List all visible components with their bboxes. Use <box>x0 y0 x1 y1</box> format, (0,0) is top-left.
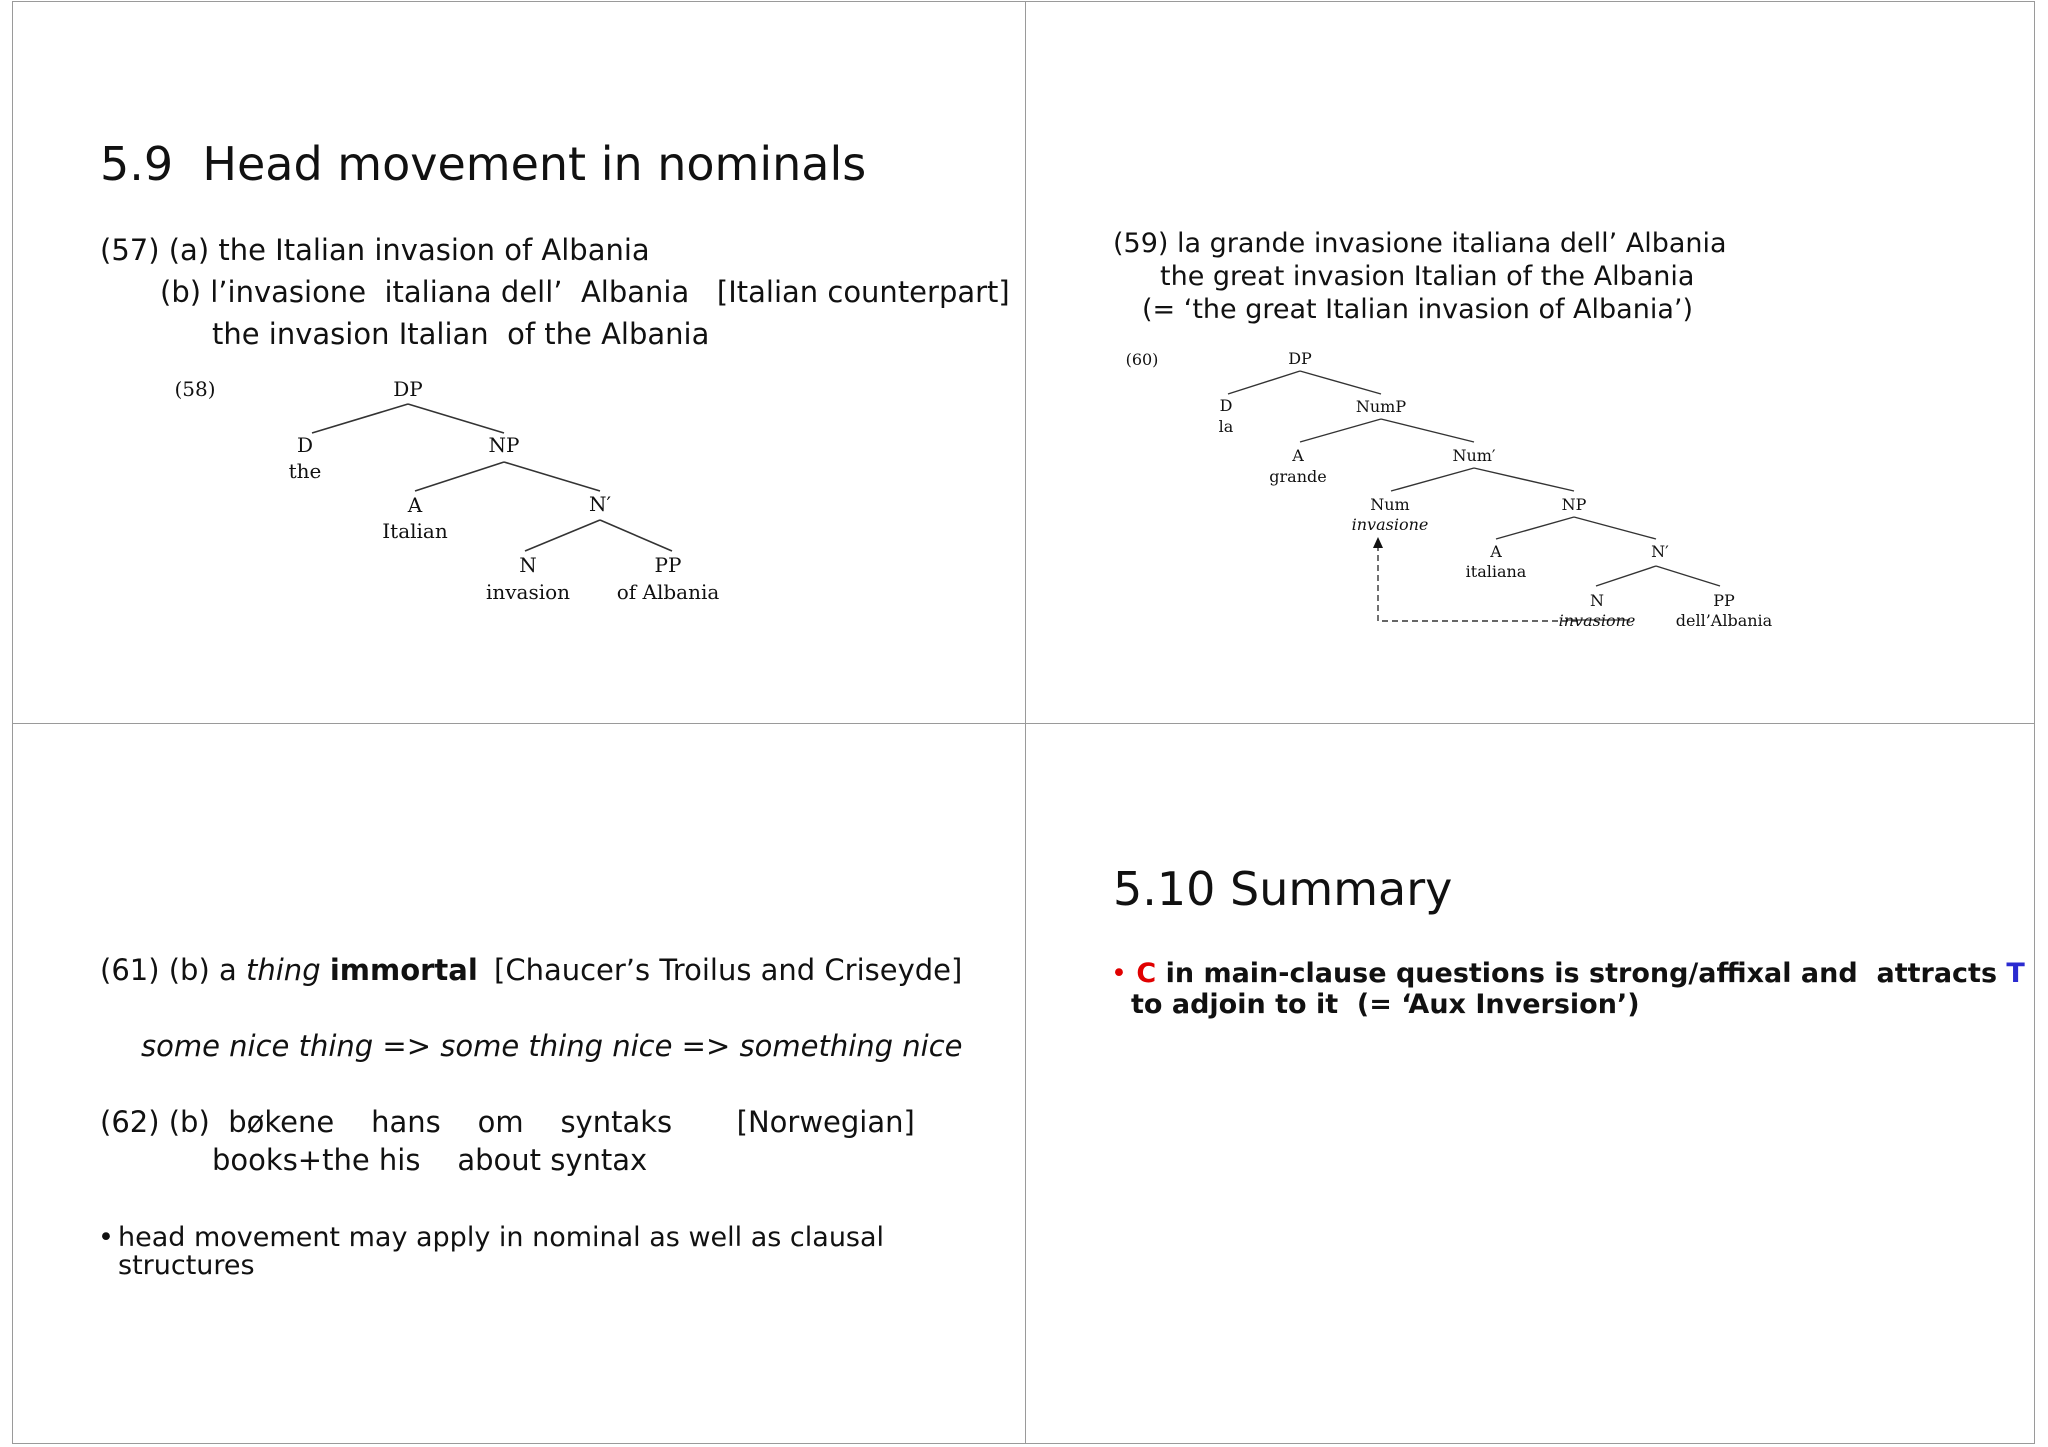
bullet-line-1: head movement may apply in nominal as well as clausal <box>118 1222 885 1253</box>
leaf-grande: grande <box>1269 467 1327 486</box>
example-62: (62) (b) bøkene hans om syntaks [Norwegian] <box>100 1105 915 1139</box>
derivation-step-2: some thing nice <box>440 1029 673 1063</box>
leaf-dell-albania: dell’Albania <box>1675 611 1773 630</box>
leaf-of-albania: of Albania <box>616 580 720 604</box>
leaf-invasion: invasion <box>485 580 571 604</box>
node-np-2: NP <box>1561 495 1587 514</box>
node-n-2: N <box>1590 591 1604 610</box>
leaf-italiana: italiana <box>1465 562 1527 581</box>
summary-bullet: • <box>1111 958 1127 989</box>
leaf-la: la <box>1218 417 1234 436</box>
example-62-gloss: books+the his about syntax <box>212 1143 648 1177</box>
summary-title: 5.10 Summary <box>1113 862 1453 916</box>
summary-line-2: to adjoin to it (= ‘Aux Inversion’) <box>1131 989 1640 1020</box>
summary-t: T <box>2006 958 2025 989</box>
node-n: N <box>519 553 537 577</box>
example-57-gloss: the invasion Italian of the Albania <box>212 317 710 351</box>
tree-58 <box>160 360 920 980</box>
example-61-immortal: immortal <box>329 953 478 987</box>
node-num: Num <box>1370 495 1410 514</box>
derivation-step-3: something nice <box>739 1029 963 1063</box>
example-59: (59) la grande invasione italiana dell’ Albania <box>1113 228 1727 259</box>
example-61 <box>100 953 478 987</box>
leaf-the: the <box>288 459 322 483</box>
node-dp: DP <box>393 377 423 401</box>
example-61-source: [Chaucer’s Troilus and Criseyde] <box>494 953 963 987</box>
node-nbar-2: N′ <box>1651 542 1669 561</box>
bullet-marker: • <box>98 1222 114 1253</box>
tree-60-number: (60) <box>1125 350 1159 369</box>
node-dp-2: DP <box>1288 349 1312 368</box>
derivation-step-1: some nice thing <box>141 1029 374 1063</box>
slide-title: 5.9 Head movement in nominals <box>100 137 867 191</box>
node-numbar: Num′ <box>1452 446 1496 465</box>
tree-60 <box>1100 340 1800 640</box>
example-57b: (b) l’invasione italiana dell’ Albania [Italian counterpart] <box>160 275 1010 309</box>
node-a-3: A <box>1490 542 1502 561</box>
node-pp: PP <box>654 553 682 577</box>
leaf-italian: Italian <box>382 519 448 543</box>
leaf-invasione: invasione <box>1351 515 1429 534</box>
node-nbar: N′ <box>588 492 612 516</box>
derivation-arrow-2: => <box>681 1029 731 1063</box>
bullet-line-2: structures <box>118 1250 255 1281</box>
node-a-2: A <box>1292 446 1304 465</box>
example-61-thing: thing <box>246 953 321 987</box>
node-nump: NumP <box>1355 397 1407 416</box>
node-d: D <box>296 433 314 457</box>
example-57a: (57) (a) the Italian invasion of Albania <box>100 233 650 267</box>
node-d-2: D <box>1219 396 1233 415</box>
derivation-line <box>141 1029 963 1063</box>
leaf-invasione-trace: invasione <box>1558 611 1636 630</box>
example-59-translation: (= ‘the great Italian invasion of Albania’) <box>1142 294 1693 325</box>
node-pp-2: PP <box>1713 591 1735 610</box>
example-59-gloss: the great invasion Italian of the Albania <box>1160 261 1695 292</box>
node-np: NP <box>488 433 520 457</box>
summary-line-1-text: in main-clause questions is strong/affixal and attracts <box>1156 958 2007 989</box>
summary-line-1 <box>1111 960 2025 987</box>
tree-58-number: (58) <box>174 377 216 401</box>
example-61-prefix: (61) (b) a <box>100 953 246 987</box>
node-a: A <box>407 493 423 517</box>
derivation-arrow-1: => <box>382 1029 432 1063</box>
summary-c: C <box>1136 958 1157 989</box>
